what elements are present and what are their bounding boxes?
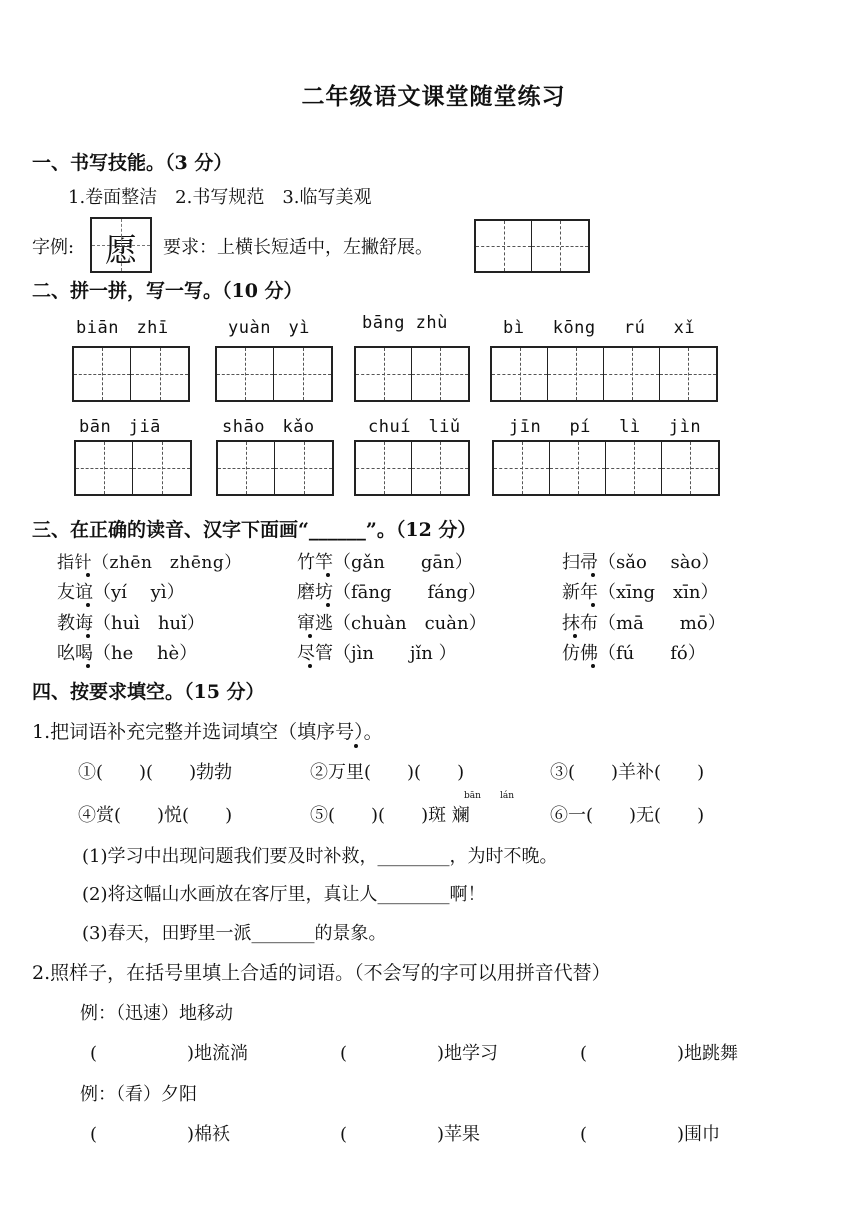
idiom-5[interactable]: ⑤( )( )斑 斓 xyxy=(310,805,470,826)
ruby-lan: lán xyxy=(500,791,515,801)
emphasis-dot xyxy=(86,664,90,668)
pinyin-5: bān jiā xyxy=(79,417,161,437)
idiom-3[interactable]: ③( )羊补( ) xyxy=(550,762,705,783)
reading-item[interactable]: 友谊（yí yì） xyxy=(57,582,185,603)
idiom-2[interactable]: ②万里( )( ) xyxy=(310,762,465,783)
write-grid-7[interactable] xyxy=(354,440,470,496)
page-title: 二年级语文课堂随堂练习 xyxy=(301,83,566,110)
pinyin-3: bāng zhù xyxy=(362,313,448,333)
emphasis-dot xyxy=(308,664,312,668)
section-2-heading: 二、拼一拼，写一写。（10 分） xyxy=(32,280,303,302)
emphasis-dot xyxy=(86,634,90,638)
emphasis-dot xyxy=(326,573,330,577)
example-1: 例：（迅速）地移动 xyxy=(80,1003,233,1024)
reading-item[interactable]: 磨坊（fāng fáng） xyxy=(297,582,487,603)
emphasis-dot xyxy=(591,603,595,607)
idiom-4[interactable]: ④赏( )悦( ) xyxy=(78,805,233,826)
copy-grid[interactable] xyxy=(474,219,590,273)
fill-phrase[interactable]: ( )围巾 xyxy=(580,1124,721,1145)
write-grid-4[interactable] xyxy=(490,346,718,402)
pinyin-6: shāo kǎo xyxy=(222,417,315,437)
question-2: 2.照样子，在括号里填上合适的词语。（不会写的字可以用拼音代替） xyxy=(32,962,611,984)
fill-sentence-1[interactable]: (1)学习中出现问题我们要及时补救，________，为时不晚。 xyxy=(82,846,558,867)
emphasis-dot xyxy=(86,603,90,607)
reading-item[interactable]: 指针（zhēn zhēng） xyxy=(57,553,242,573)
reading-item[interactable]: 教诲（huì huǐ） xyxy=(57,613,205,634)
example-char: 愿 xyxy=(104,231,137,269)
pinyin-8: jīn pí lì jìn xyxy=(509,417,702,437)
fill-phrase[interactable]: ( )地学习 xyxy=(340,1043,499,1064)
fill-phrase[interactable]: ( )棉袄 xyxy=(90,1124,231,1145)
write-grid-1[interactable] xyxy=(72,346,190,402)
question-1: 1.把词语补充完整并选词填空（填序号）。 xyxy=(32,721,383,743)
pinyin-1: biān zhī xyxy=(76,318,169,338)
reading-item[interactable]: 尽管（jìn jǐn ） xyxy=(297,643,457,664)
example-char-box xyxy=(90,217,152,273)
reading-item[interactable]: 扫帚（sǎo sào） xyxy=(562,552,720,573)
reading-item[interactable]: 竹竿（gǎn gān） xyxy=(297,552,473,573)
idiom-1[interactable]: ①( )( )勃勃 xyxy=(78,762,233,783)
emphasis-dot xyxy=(354,744,358,748)
emphasis-dot xyxy=(326,603,330,607)
example-2: 例：（看）夕阳 xyxy=(80,1084,197,1105)
fill-sentence-2[interactable]: (2)将这幅山水画放在客厅里，真让人________啊！ xyxy=(82,884,486,905)
emphasis-dot xyxy=(591,573,595,577)
write-grid-6[interactable] xyxy=(216,440,334,496)
section-1-heading: 一、书写技能。（3 分） xyxy=(32,152,233,174)
reading-item[interactable]: 抹布（mā mō） xyxy=(562,613,726,634)
pinyin-7: chuí liǔ xyxy=(368,417,461,437)
write-grid-2[interactable] xyxy=(215,346,333,402)
ruby-ban: bān xyxy=(464,791,481,801)
reading-item[interactable]: 窜逃（chuàn cuàn） xyxy=(297,613,487,634)
fill-phrase[interactable]: ( )苹果 xyxy=(340,1124,481,1145)
reading-item[interactable]: 新年（xīng xīn） xyxy=(562,582,719,603)
idiom-6[interactable]: ⑥一( )无( ) xyxy=(550,805,705,826)
fill-phrase[interactable]: ( )地跳舞 xyxy=(580,1043,739,1064)
reading-item[interactable]: 吆喝（he hè） xyxy=(57,643,198,664)
pinyin-2: yuàn yì xyxy=(228,318,310,338)
write-grid-5[interactable] xyxy=(74,440,192,496)
fill-phrase[interactable]: ( )地流淌 xyxy=(90,1043,249,1064)
pinyin-4: bì kōng rú xǐ xyxy=(503,318,696,338)
fill-sentence-3[interactable]: (3)春天，田野里一派_______的景象。 xyxy=(82,923,387,944)
section-4-heading: 四、按要求填空。（15 分） xyxy=(32,681,265,703)
reading-item[interactable]: 仿佛（fú fó） xyxy=(562,643,706,664)
example-label: 字例: xyxy=(32,237,75,258)
emphasis-dot xyxy=(86,573,90,577)
write-grid-8[interactable] xyxy=(492,440,720,496)
example-requirement: 要求：上横长短适中，左撇舒展。 xyxy=(163,237,433,258)
emphasis-dot xyxy=(308,634,312,638)
emphasis-dot xyxy=(591,664,595,668)
emphasis-dot xyxy=(573,634,577,638)
write-grid-3[interactable] xyxy=(354,346,470,402)
section-3-heading: 三、在正确的读音、汉字下面画“______”。（12 分） xyxy=(32,519,477,541)
section-1-criteria: 1.卷面整洁 2.书写规范 3.临写美观 xyxy=(68,187,372,208)
